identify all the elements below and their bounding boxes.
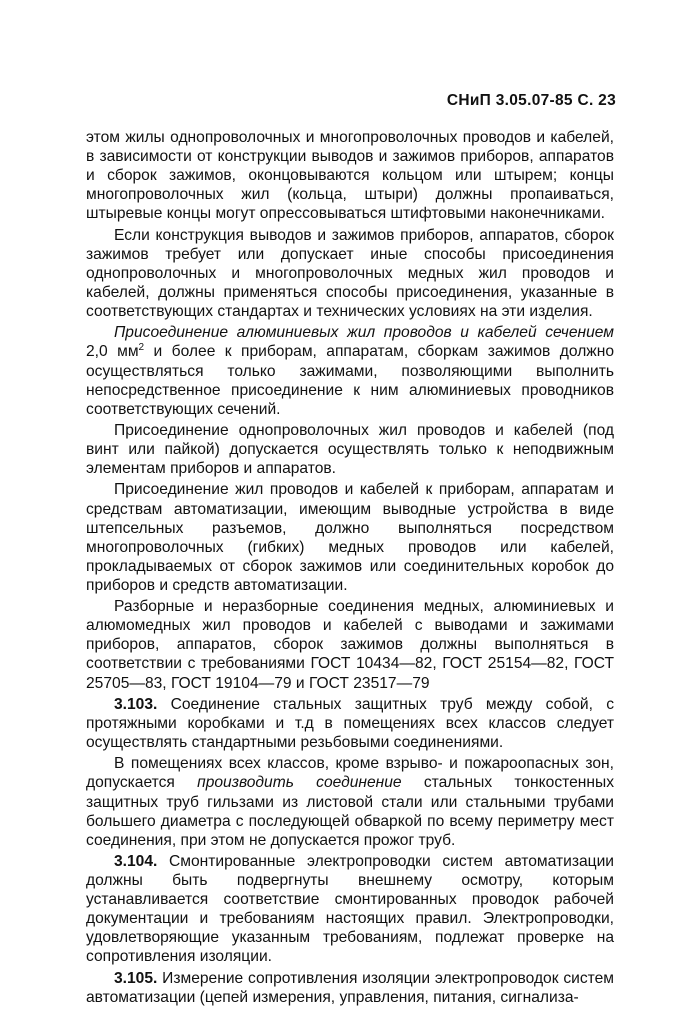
paragraph-8-italic: производить соединение [197, 774, 402, 792]
clause-3-104-number: 3.104. [114, 852, 158, 870]
clause-3-104-text: Смонтированные электропроводки систем автоматизации должны быть подвергнуты внешнему осмотру, которым устанавливается соответствие смонтированных проводок рабочей документации и требованиям настоящих правил. Электропроводки, удовлетворяющие указанным требованиям, подлежат проверке на сопротивления изоляции. [86, 852, 614, 966]
paragraph-8-start: В помещениях всех классов, кроме взрыво- и пожароопасных зон, допускается [86, 755, 614, 792]
paragraph-8 [86, 754, 614, 849]
running-head: СНиП 3.05.07-85 С. 23 [446, 92, 616, 109]
paragraph-6: Разборные и неразборные соединения медных, алюминиевых и алюмомедных жил проводов и кабелей с выводами и зажимами приборов, аппаратов, сборок зажимов должны выполняться в соответствии с требованиями ГОСТ 10434—82, ГОСТ 25154—82, ГОСТ 25705—83, ГОСТ 19104—79 и ГОСТ 23517—79 [86, 598, 614, 692]
clause-3-104 [86, 852, 614, 967]
paragraph-3-italic: Присоединение алюминиевых жил проводов и кабелей сечением [114, 324, 614, 342]
clause-3-105-text: Измерение сопротивления изоляции электропроводок систем автоматизации (цепей измерения, управления, питания, сигнализа- [86, 969, 614, 1006]
paragraph-2: Если конструкция выводов и зажимов приборов, аппаратов, сборок зажимов требует или допускает иные способы присоединения однопроволочных и многопроволочных медных жил проводов и кабелей, должны применяться способы присоединения, указанные в соответствующих стандартах и технических условиях на эти изделия. [86, 226, 614, 321]
clause-3-103 [86, 695, 614, 752]
paragraph-4: Присоединение однопроволочных жил проводов и кабелей (под винт или пайкой) допускается осуществлять только к неподвижным элементам приборов и аппаратов. [86, 421, 614, 478]
paragraph-3-rest: и более к приборам, аппаратам, сборкам зажимов должно осуществляться только зажимами, позволяющими выполнить непосредственное присоединение к ним алюминиевых проводников соответствующих сечений. [86, 343, 615, 418]
clause-3-103-number: 3.103. [114, 695, 158, 713]
clause-3-105 [86, 969, 614, 1007]
clause-3-103-text: Соединение стальных защитных труб между собой, с протяжными коробками и т.д в помещениях всех классов следует осуществлять стандартными резьбовыми соединениями. [86, 695, 614, 752]
paragraph-3-sup: 2 [138, 342, 145, 354]
paragraph-8-rest: стальных тонкостенных защитных труб гильзами из листовой стали или стальными трубами большего диаметра с последующей обваркой по всему периметру мест соединения, при этом не допускается прожог труб. [86, 774, 614, 849]
clause-3-105-number: 3.105. [114, 969, 158, 987]
paragraph-3 [86, 323, 614, 418]
paragraph-1: этом жилы однопроволочных и многопроволочных проводов и кабелей, в зависимости от конструкции выводов и зажимов приборов, аппаратов и сборок зажимов, оконцовываются кольцом или штырем; концы многопроволочных жил (кольца, штыри) должны пропаиваться, штыревые концы могут опрессовываться штифтовыми наконечниками. [86, 129, 614, 223]
paragraph-3-value: 2,0 мм [86, 343, 139, 361]
body-text [86, 128, 614, 1009]
paragraph-5: Присоединение жил проводов и кабелей к приборам, аппаратам и средствам автоматизации, имеющим выводные устройства в виде штепсельных разъемов, должно выполняться посредством многопроволочных (гибких) медных проводов или кабелей, прокладываемых от сборок зажимов или соединительных коробок до приборов и средств автоматизации. [86, 481, 614, 594]
